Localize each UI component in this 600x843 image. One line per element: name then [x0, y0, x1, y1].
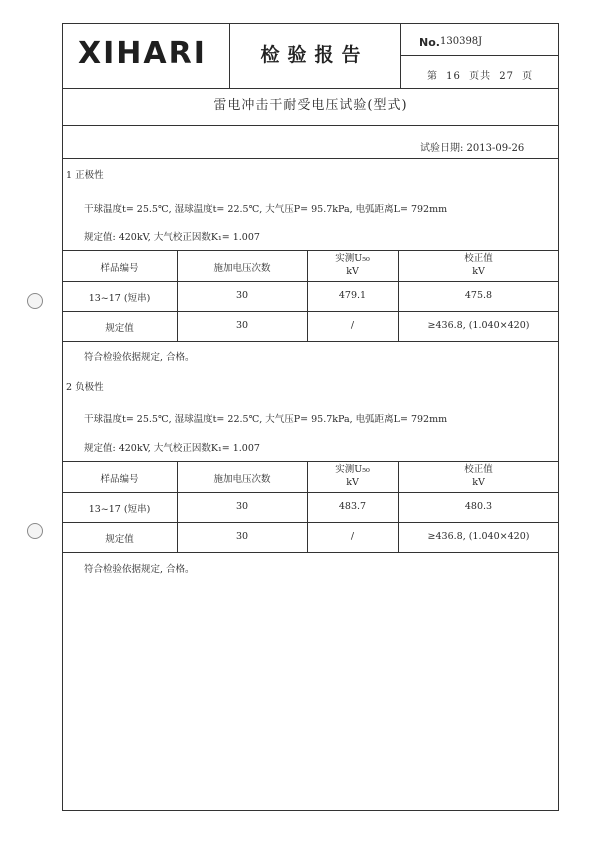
- s1-row1-measured: 479.1: [338, 290, 367, 301]
- s1-header-applied-count: 施加电压次数: [213, 263, 271, 274]
- s2-table-line: [62, 492, 559, 493]
- s2-row1-corrected: 480.3: [464, 501, 493, 512]
- s1-row1-count: 30: [235, 290, 249, 301]
- s2-header-measured-unit: kV: [346, 477, 359, 488]
- s1-header-sample-id: 样品编号: [100, 263, 139, 274]
- s1-table-line: [62, 311, 559, 312]
- s1-header-measured-unit: kV: [346, 266, 359, 277]
- s1-row2-measured: /: [350, 320, 355, 331]
- test-date: 试验日期: 2013-09-26: [420, 143, 525, 154]
- s1-header-corrected: 校正值: [464, 253, 493, 264]
- punch-hole-top: [27, 293, 43, 309]
- doc-title: 检验报告: [260, 44, 369, 66]
- section-1-spec: 规定值: 420kV, 大气校正因数K₁= 1.007: [84, 232, 260, 243]
- report-number-label: No.: [419, 36, 440, 49]
- section-2-conditions: 干球温度t= 25.5℃, 湿球温度t= 22.5℃, 大气压P= 95.7kPa, 电弧距离L= 792mm: [84, 414, 448, 425]
- s1-row2-count: 30: [235, 320, 249, 331]
- s2-table-line: [62, 522, 559, 523]
- s2-row1-measured: 483.7: [338, 501, 367, 512]
- s1-row2-corrected: ≥436.8, (1.040×420): [427, 320, 530, 331]
- header-divider-3: [400, 55, 559, 56]
- title-bottom-line: [62, 125, 559, 126]
- s2-row2-measured: /: [350, 531, 355, 542]
- s2-table-line: [62, 552, 559, 553]
- company-logo: XIHARI: [78, 36, 207, 71]
- section-2-heading: 2 负极性: [66, 382, 104, 393]
- s1-row2-label: 规定值: [105, 323, 134, 334]
- test-title: 雷电冲击干耐受电压试验(型式): [213, 98, 408, 113]
- section-2-conclusion: 符合检验依据规定, 合格。: [84, 564, 195, 575]
- s1-header-measured: 实测U₅₀: [335, 253, 370, 264]
- s1-table-line: [62, 281, 559, 282]
- section-1-conclusion: 符合检验依据规定, 合格。: [84, 352, 195, 363]
- s2-header-applied-count: 施加电压次数: [213, 474, 271, 485]
- s1-header-corrected-unit: kV: [472, 266, 485, 277]
- s2-header-measured: 实测U₅₀: [335, 464, 370, 475]
- date-bottom-line: [62, 158, 559, 159]
- s2-table-line: [62, 461, 559, 462]
- s1-table-line: [62, 341, 559, 342]
- s2-row1-sample: 13~17 (短串): [88, 504, 151, 515]
- s1-row1-sample: 13~17 (短串): [88, 293, 151, 304]
- section-2-spec: 规定值: 420kV, 大气校正因数K₁= 1.007: [84, 443, 260, 454]
- s2-header-corrected-unit: kV: [472, 477, 485, 488]
- header-bottom-line: [62, 88, 559, 89]
- s2-header-corrected: 校正值: [464, 464, 493, 475]
- s2-row1-count: 30: [235, 501, 249, 512]
- section-1-heading: 1 正极性: [66, 170, 104, 181]
- page-info: 第 16 页共 27 页: [427, 71, 534, 82]
- s1-table-line: [62, 250, 559, 251]
- header-divider-1: [229, 23, 230, 88]
- report-number-value: 130398J: [440, 36, 483, 47]
- s2-header-sample-id: 样品编号: [100, 474, 139, 485]
- s2-row2-label: 规定值: [105, 534, 134, 545]
- s2-row2-corrected: ≥436.8, (1.040×420): [427, 531, 530, 542]
- s1-row1-corrected: 475.8: [464, 290, 493, 301]
- punch-hole-bottom: [27, 523, 43, 539]
- s2-row2-count: 30: [235, 531, 249, 542]
- section-1-conditions: 干球温度t= 25.5℃, 湿球温度t= 22.5℃, 大气压P= 95.7kPa, 电弧距离L= 792mm: [84, 204, 448, 215]
